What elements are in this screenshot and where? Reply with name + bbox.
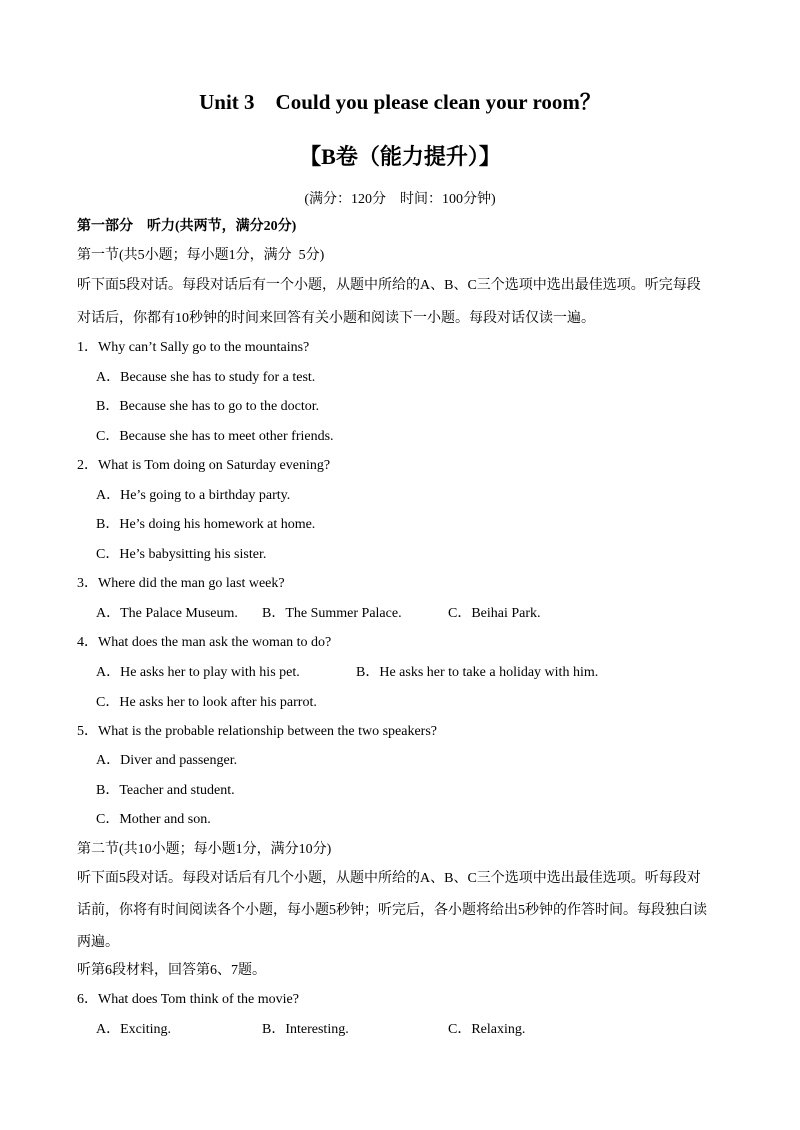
question-option: C．He asks her to look after his parrot. (96, 695, 317, 710)
section2-instruction-line: 话前，你将有时间阅读各个小题，每小题5秒钟；听完后，各小题将给出5秒钟的作答时间。每段独白读 (77, 903, 707, 918)
question-stem: 3．Where did the man go last week? (77, 576, 285, 591)
question-option: C．Beihai Park. (448, 606, 541, 621)
question-option: A．Exciting. (96, 1022, 172, 1037)
question-option: A．Diver and passenger. (96, 753, 238, 768)
question-option: B．The Summer Palace. (262, 606, 402, 621)
section1-instruction-line: 听下面5段对话。每段对话后有一个小题，从题中所给的A、B、C三个选项中选出最佳选项。听完每段 (77, 278, 701, 293)
question-option: A．He asks her to play with his pet. (96, 665, 300, 680)
question-option: C．Mother and son. (96, 812, 211, 827)
question-option: B．Interesting. (262, 1022, 349, 1037)
question-option: B．He asks her to take a holiday with him. (356, 665, 599, 680)
question-option: C．Relaxing. (448, 1022, 526, 1037)
section1-heading: 第一节(共5小题；每小题1分，满分 5分) (77, 248, 325, 263)
section1-instruction-line: 对话后，你都有10秒钟的时间来回答有关小题和阅读下一小题。每段对话仅读一遍。 (77, 311, 595, 326)
question-option: A．He’s going to a birthday party. (96, 488, 291, 503)
material-instruction: 听第6段材料，回答第6、7题。 (77, 963, 266, 978)
question-option: C．He’s babysitting his sister. (96, 547, 267, 562)
section2-instruction-line: 听下面5段对话。每段对话后有几个小题，从题中所给的A、B、C三个选项中选出最佳选项。听每段对 (77, 871, 701, 886)
question-stem: 2．What is Tom doing on Saturday evening? (77, 458, 331, 473)
question-option: B．He’s doing his homework at home. (96, 517, 316, 532)
question-option: B．Because she has to go to the doctor. (96, 399, 320, 414)
question-option: B．Teacher and student. (96, 783, 235, 798)
question-option: C．Because she has to meet other friends. (96, 429, 334, 444)
page-title: Unit 3 Could you please clean your room？ (199, 90, 601, 114)
question-stem: 1．Why can’t Sally go to the mountains? (77, 340, 310, 355)
section2-heading: 第二节(共10小题；每小题1分，满分10分) (77, 842, 332, 857)
question-stem: 5．What is the probable relationship between the two speakers? (77, 724, 437, 739)
question-stem: 4．What does the man ask the woman to do? (77, 635, 332, 650)
part1-heading: 第一部分 听力(共两节，满分20分) (77, 219, 297, 234)
section2-instruction-line: 两遍。 (77, 935, 119, 950)
paper-subtitle: 【B卷（能力提升）】 (299, 144, 501, 169)
question-option: A．The Palace Museum. (96, 606, 238, 621)
question-option: A．Because she has to study for a test. (96, 370, 316, 385)
score-time-info: (满分：120分 时间：100分钟) (304, 192, 496, 207)
question-stem: 6．What does Tom think of the movie? (77, 992, 299, 1007)
